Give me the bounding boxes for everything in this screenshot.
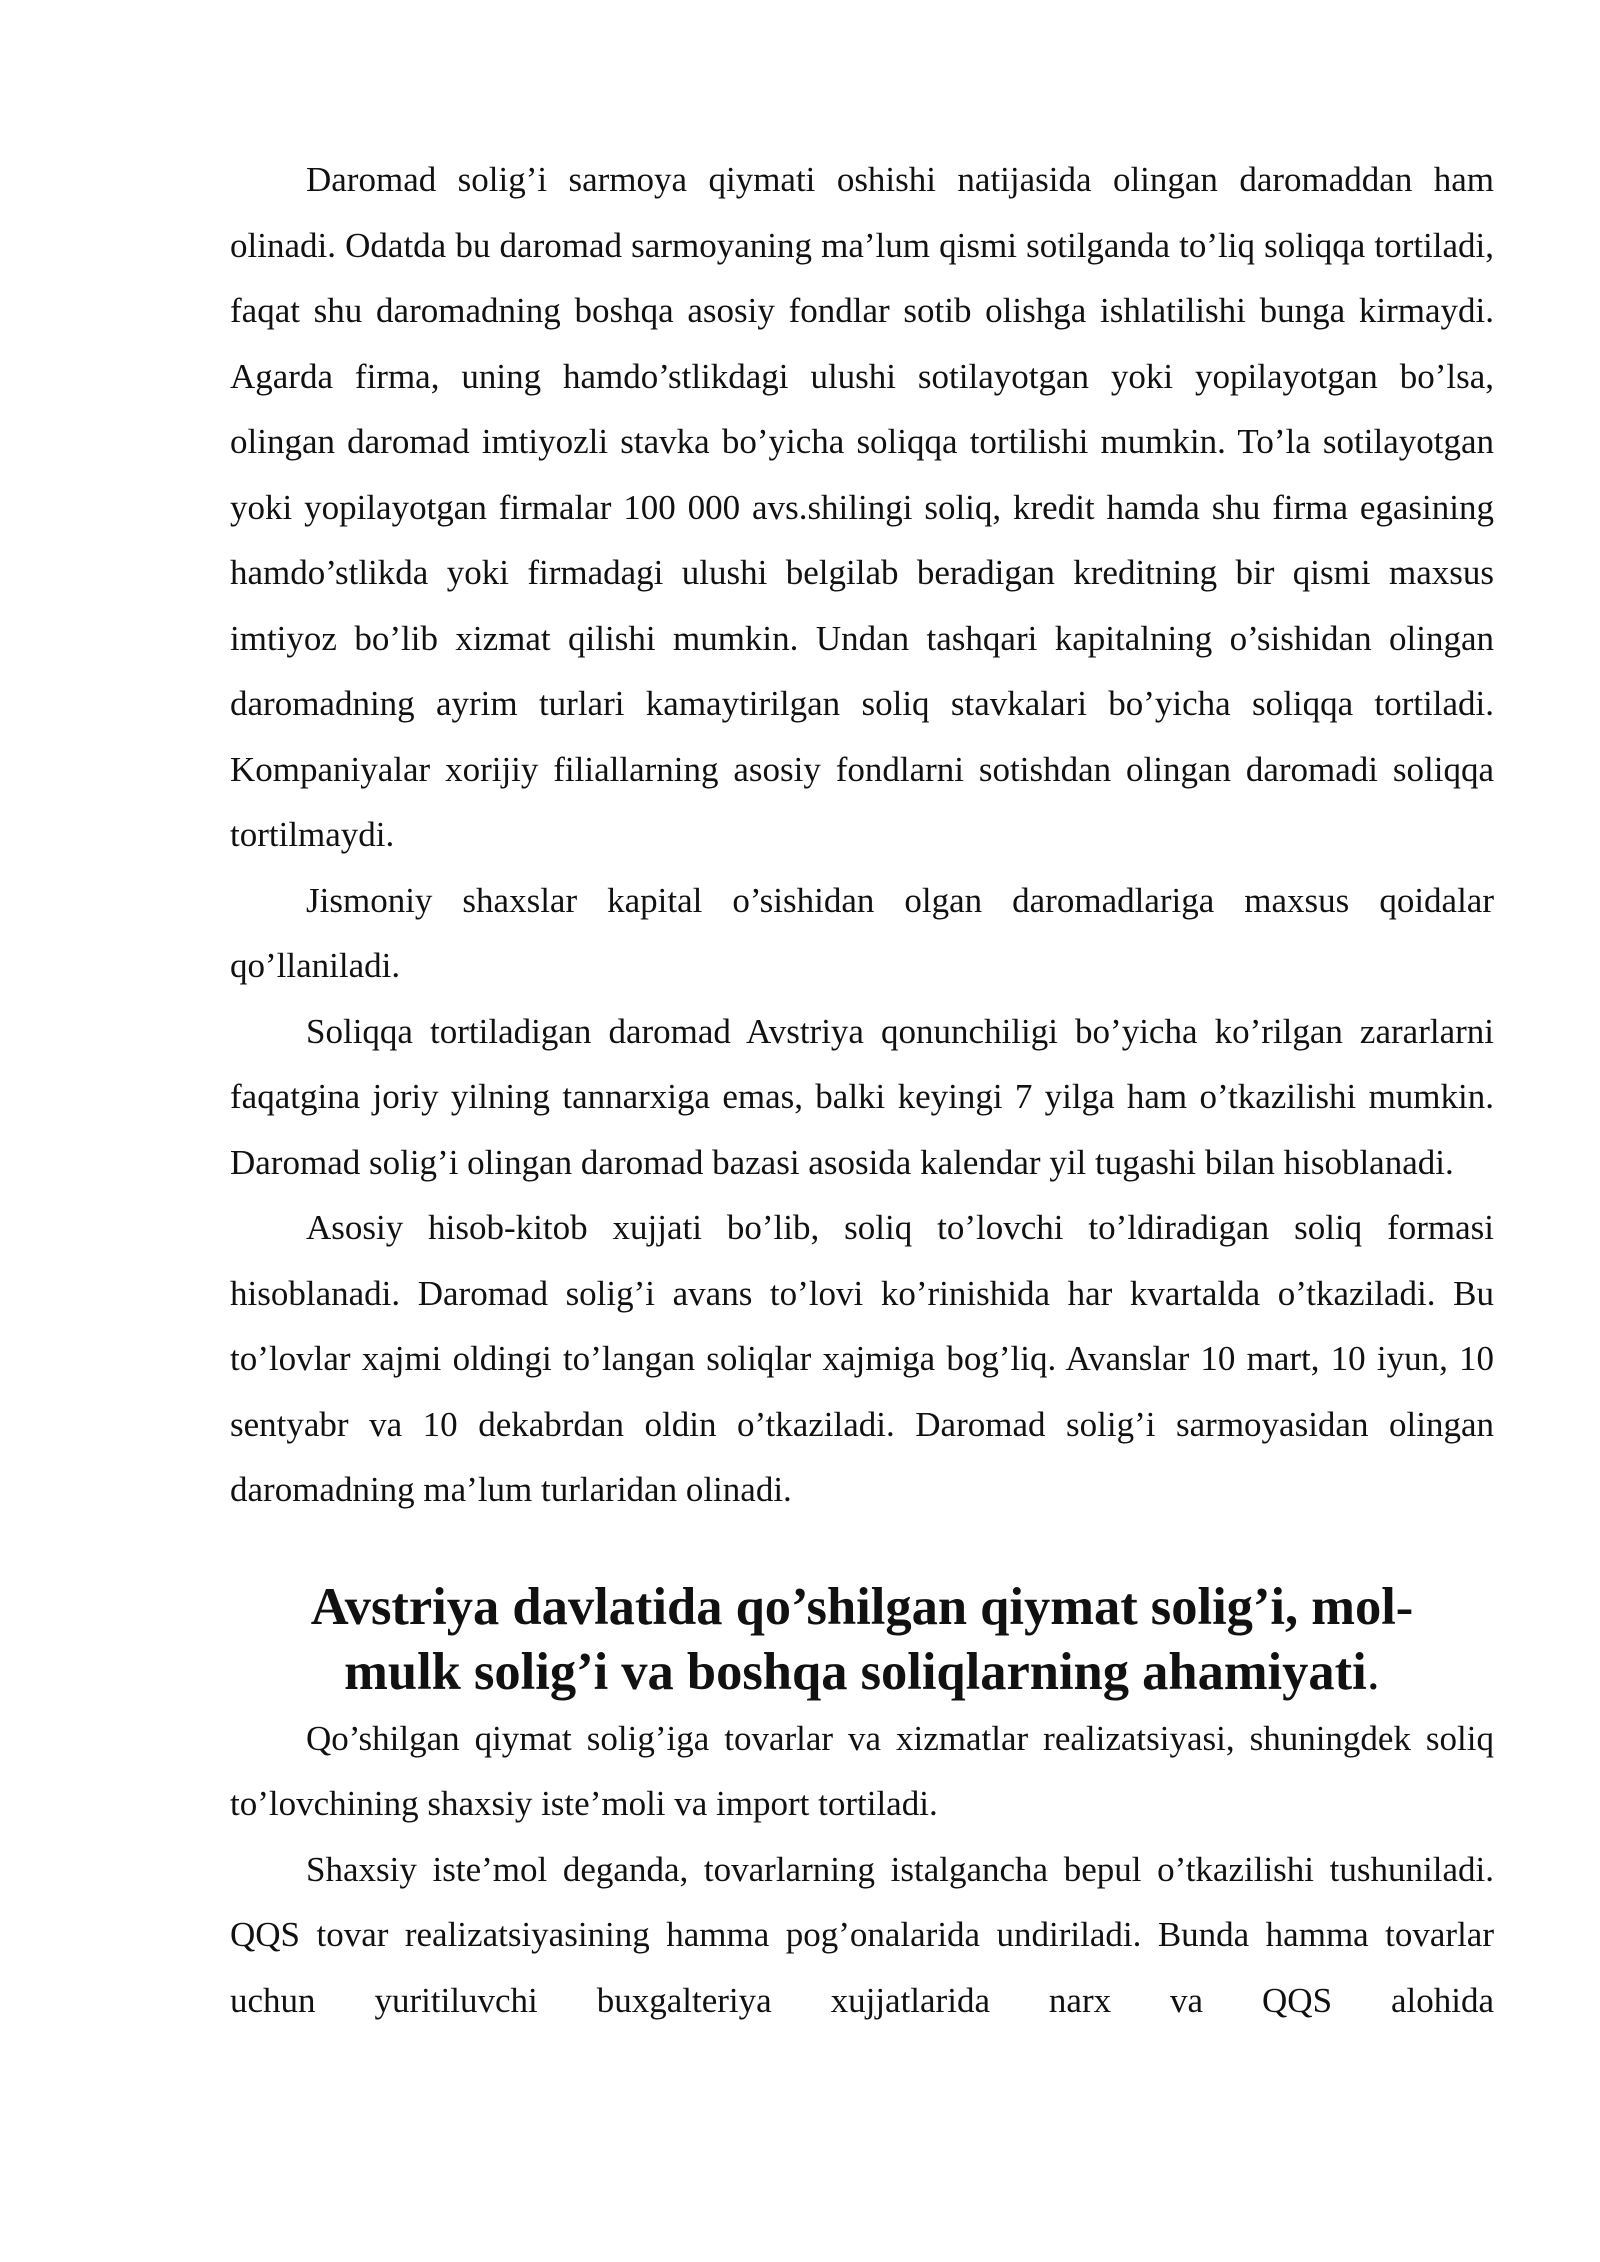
paragraph-vat-scope: Qo’shilgan qiymat solig’iga tovarlar va xizmatlar realizatsiyasi, shuningdek soliq to’lovchining shaxsiy iste’moli va import tortiladi. [230, 1718, 1494, 1823]
paragraph-tax-return-advances: Asosiy hisob-kitob xujjati bo’lib, soliq to’lovchi to’ldiradigan soliq formasi hisoblanadi. Daromad solig’i avans to’lovi ko’rinishida har kvartalda o’tkaziladi. Bu to’lovlar xajmi oldingi to’langan soliqlar xajmiga bog’liq. Avanslar 10 mart, 10 iyun, 10 sentyabr va 10 dekabrdan oldin o’tkaziladi. Daromad solig’i sarmoyasidan olingan daromadning ma’lum turlaridan olinadi. [230, 1208, 1494, 1509]
section-heading [230, 1575, 1494, 1706]
document-page [230, 147, 1494, 2033]
paragraph-loss-carryforward: Soliqqa tortiladigan daromad Avstriya qonunchiligi bo’yicha ko’rilgan zararlarni faqatgina joriy yilning tannarxiga emas, balki keyingi 7 yilga ham o’tkazilishi mumkin. Daromad solig’i olingan daromad bazasi asosida kalendar yil tugashi bilan hisoblanadi. [230, 1011, 1494, 1182]
paragraph-individuals-rules: Jismoniy shaxslar kapital o’sishidan olgan daromadlariga maxsus qoidalar qo’llaniladi. [230, 880, 1494, 985]
section-heading-text: Avstriya davlatida qo’shilgan qiymat solig’i, mol-mulk solig’i va boshqa soliqlarning ahamiyati [310, 1577, 1414, 1701]
paragraph-capital-gains-tax: Daromad solig’i sarmoya qiymati oshishi natijasida olingan daromaddan ham olinadi. Odatda bu daromad sarmoyaning ma’lum qismi sotilganda to’liq soliqqa tortiladi, faqat shu daromadning boshqa asosiy fondlar sotib olishga ishlatilishi bunga kirmaydi. Agarda firma, uning hamdo’stlikdagi ulushi sotilayotgan yoki yopilayotgan bo’lsa, olingan daromad imtiyozli stavka bo’yicha soliqqa tortilishi mumkin. To’la sotilayotgan yoki yopilayotgan firmalar 100 000 avs.shilingi soliq, kredit hamda shu firma egasining hamdo’stlikda yoki firmadagi ulushi belgilab beradigan kreditning bir qismi maxsus imtiyoz bo’lib xizmat qilishi mumkin. Undan tashqari kapitalning o’sishidan olingan daromadning ayrim turlari kamaytirilgan soliq stavkalari bo’yicha soliqqa tortiladi. Kompaniyalar xorijiy filiallarning asosiy fondlarni sotishdan olingan daromadi soliqqa tortilmaydi. [230, 160, 1494, 854]
section-heading-period: . [1366, 1643, 1380, 1701]
paragraph-personal-consumption: Shaxsiy iste’mol deganda, tovarlarning istalgancha bepul o’tkazilishi tushuniladi. QQS tovar realizatsiyasining hamma pog’onalarida undiriladi. Bunda hamma tovarlar uchun yuritiluvchi buxgalteriya xujjatlarida narx va QQS alohida [230, 1849, 1494, 2020]
